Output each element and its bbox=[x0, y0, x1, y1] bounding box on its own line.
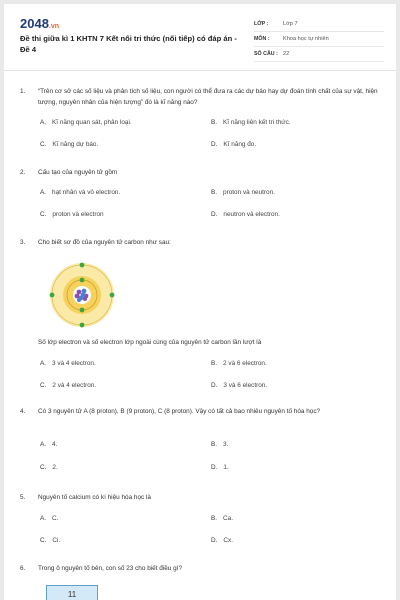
question-text: Nguyên tố calcium có kí hiệu hóa học là bbox=[38, 494, 151, 501]
question-5-option-a[interactable] bbox=[40, 515, 58, 522]
option-letter: A. bbox=[40, 189, 47, 196]
electron-inner-1 bbox=[80, 278, 85, 283]
option-letter: C. bbox=[40, 464, 47, 471]
meta-label: SỐ CÂU : bbox=[254, 51, 278, 57]
option-letter: C. bbox=[40, 211, 47, 218]
question-5-option-c[interactable] bbox=[40, 537, 60, 544]
question-3-option-b[interactable] bbox=[211, 360, 267, 367]
option-text: Kĩ năng quan sát, phân loại. bbox=[52, 119, 132, 126]
option-text: 3 và 4 electron. bbox=[52, 360, 96, 367]
option-letter: D. bbox=[211, 537, 218, 544]
electron-outer-1 bbox=[50, 293, 55, 298]
question-text: Cho biết sơ đồ của nguyên tử carbon như sau: bbox=[38, 239, 171, 246]
option-text: 2. bbox=[52, 464, 58, 471]
question-4-option-b[interactable] bbox=[211, 441, 228, 448]
question-3-option-c[interactable] bbox=[40, 382, 96, 389]
question-1-option-d[interactable] bbox=[211, 141, 256, 148]
option-text: C. bbox=[52, 515, 59, 522]
question-number: 5. bbox=[20, 494, 26, 501]
electron-outer-2 bbox=[110, 293, 115, 298]
option-letter: D. bbox=[211, 211, 218, 218]
option-text: 3 và 6 electron. bbox=[223, 382, 268, 389]
option-letter: C. bbox=[40, 141, 47, 148]
question-1-option-a[interactable] bbox=[40, 119, 132, 126]
option-letter: B. bbox=[211, 441, 218, 448]
electron-outer-3 bbox=[80, 263, 85, 268]
question-2-option-d[interactable] bbox=[211, 211, 280, 218]
option-letter: A. bbox=[40, 515, 47, 522]
meta-row-subject bbox=[254, 32, 384, 47]
option-text: 2 và 6 electron. bbox=[223, 360, 267, 367]
question-4-option-c[interactable] bbox=[40, 464, 58, 471]
question-number: 6. bbox=[20, 565, 26, 572]
option-letter: B. bbox=[211, 119, 218, 126]
question-text: Có 3 nguyên tử A (8 proton), B (9 proton), C (8 proton). Vậy có tất cả bao nhiêu nguyên tố hóa học? bbox=[38, 408, 321, 415]
option-letter: B. bbox=[211, 515, 218, 522]
option-letter: C. bbox=[40, 537, 47, 544]
option-letter: C. bbox=[40, 382, 47, 389]
option-text: Kĩ năng liên kết tri thức. bbox=[223, 119, 291, 126]
option-text: 2 và 4 electron. bbox=[52, 382, 97, 389]
option-letter: D. bbox=[211, 382, 218, 389]
question-5-option-b[interactable] bbox=[211, 515, 233, 522]
question-text: Cấu tạo của nguyên tử gồm bbox=[38, 169, 118, 176]
option-text: 1. bbox=[223, 464, 229, 471]
option-text: 3. bbox=[223, 441, 229, 448]
question-5-option-d[interactable] bbox=[211, 537, 233, 544]
question-2-option-b[interactable] bbox=[211, 189, 275, 196]
document-meta bbox=[254, 17, 384, 62]
option-text: proton và electron bbox=[52, 211, 104, 218]
meta-label: LỚP : bbox=[254, 21, 269, 27]
option-text: hạt nhân và vỏ electron. bbox=[52, 189, 121, 196]
meta-label: MÔN : bbox=[254, 36, 270, 42]
option-text: neutron và electron. bbox=[223, 211, 280, 218]
option-letter: A. bbox=[40, 360, 47, 367]
document-page bbox=[4, 4, 396, 600]
question-number: 4. bbox=[20, 408, 26, 415]
option-letter: A. bbox=[40, 441, 47, 448]
option-text: Cx. bbox=[223, 537, 233, 544]
meta-value: Khoa học tự nhiên bbox=[283, 36, 329, 42]
option-text: Ci. bbox=[52, 537, 61, 544]
question-1-option-b[interactable] bbox=[211, 119, 291, 126]
electron-inner-2 bbox=[80, 308, 85, 313]
document-header bbox=[4, 4, 396, 68]
option-text: 4. bbox=[52, 441, 58, 448]
option-letter: D. bbox=[211, 464, 218, 471]
element-cell-box: 11 bbox=[46, 585, 98, 600]
carbon-atom-diagram bbox=[42, 255, 122, 335]
meta-row-count bbox=[254, 47, 384, 62]
question-4-option-a[interactable] bbox=[40, 441, 57, 448]
question-2-option-c[interactable] bbox=[40, 211, 104, 218]
question-3-option-d[interactable] bbox=[211, 382, 267, 389]
option-text: proton và neutron. bbox=[223, 189, 275, 196]
question-number: 3. bbox=[20, 239, 26, 246]
question-3-option-a[interactable] bbox=[40, 360, 96, 367]
question-subtext: Số lớp electron và số electron lớp ngoài cùng của nguyên tử carbon lần lượt là bbox=[38, 339, 262, 346]
option-letter: A. bbox=[40, 119, 47, 126]
meta-value: 22 bbox=[283, 51, 290, 57]
question-text: Trong ô nguyên tố bên, con số 23 cho biết điều gì? bbox=[38, 565, 183, 572]
question-2-option-a[interactable] bbox=[40, 189, 120, 196]
question-4-option-d[interactable] bbox=[211, 464, 229, 471]
meta-value: Lớp 7 bbox=[283, 21, 298, 27]
site-logo[interactable] bbox=[20, 16, 59, 31]
option-text: Kĩ năng đo. bbox=[223, 141, 257, 148]
electron-outer-4 bbox=[80, 323, 85, 328]
option-letter: D. bbox=[211, 141, 218, 148]
meta-row-class bbox=[254, 17, 384, 32]
option-text: Ca. bbox=[223, 515, 233, 522]
question-text: “Trên cơ sở các số liệu và phân tích số liệu, con người có thể đưa ra các dự báo hay dự đoán tính chất của sự vật, hiện tượng, nguyên nhân của hiện tượng” đó là kĩ năng nào? bbox=[38, 88, 378, 106]
question-number: 2. bbox=[20, 169, 26, 176]
option-text: Kĩ năng dự báo. bbox=[52, 141, 99, 148]
option-letter: B. bbox=[211, 360, 218, 367]
option-letter: B. bbox=[211, 189, 218, 196]
question-1-option-c[interactable] bbox=[40, 141, 98, 148]
document-title: Đề thi giữa kì 1 KHTN 7 Kết nối tri thức (nối tiếp) có đáp án - Đề 4 bbox=[20, 34, 237, 54]
question-number: 1. bbox=[20, 88, 26, 95]
logo-main-text: 2048 bbox=[20, 16, 49, 31]
logo-suffix-text: .vn bbox=[48, 23, 60, 30]
header-divider bbox=[4, 70, 396, 71]
